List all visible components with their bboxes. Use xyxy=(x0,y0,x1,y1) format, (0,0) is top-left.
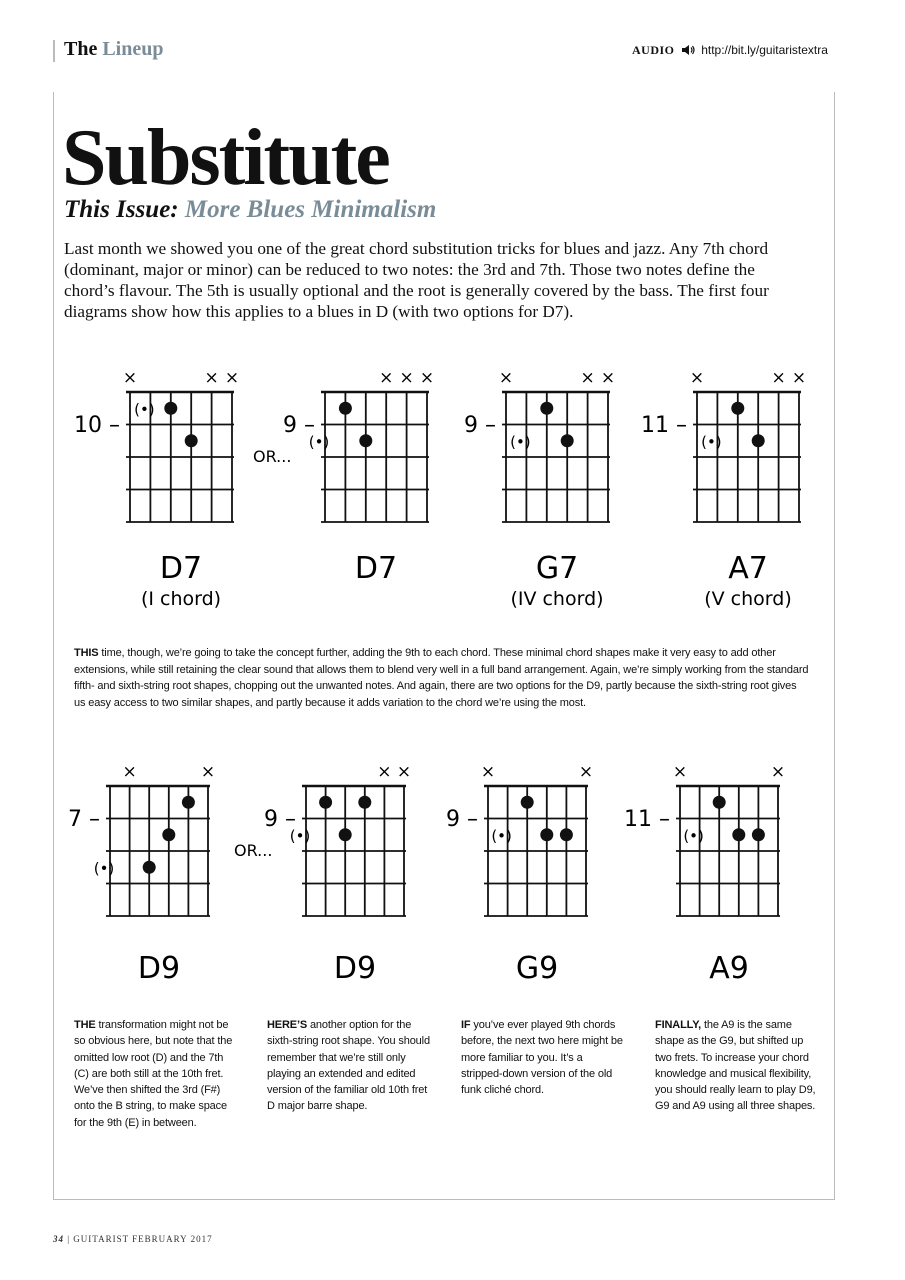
fret-position-label: 9 – xyxy=(283,413,315,438)
muted-string-mark: × xyxy=(379,368,394,388)
muted-string-mark: × xyxy=(771,368,786,388)
caption-column-4 xyxy=(655,1017,820,1115)
muted-string-mark: × xyxy=(689,368,705,388)
optional-root-mark: (•) xyxy=(491,826,512,845)
chord-role: (IV chord) xyxy=(510,588,604,610)
chord-name: D9 xyxy=(333,951,377,986)
muted-string-mark: × xyxy=(498,368,514,388)
fret-position-label: 10 – xyxy=(74,413,120,438)
finger-dot xyxy=(185,434,198,447)
finger-dot xyxy=(521,796,534,809)
chord-name: G7 xyxy=(535,551,579,586)
finger-dot xyxy=(561,434,574,447)
fret-position-label: 9 – xyxy=(446,807,478,832)
caption-text: another option for the sixth-string root shape. You should remember that we’re still only playing an extended and edited version of the familiar old 10th fret D major barre shape. xyxy=(267,1019,430,1113)
muted-string-mark: × xyxy=(399,368,414,388)
finger-dot xyxy=(540,828,553,841)
finger-dot xyxy=(339,402,352,415)
muted-string-mark: × xyxy=(200,762,216,782)
muted-string-mark: × xyxy=(396,762,412,782)
finger-dot xyxy=(182,796,195,809)
muted-string-mark: × xyxy=(578,762,594,782)
finger-dot xyxy=(358,796,371,809)
fret-position-label: 11 – xyxy=(641,413,687,438)
caption-lead: FINALLY, xyxy=(655,1019,702,1031)
caption-column-3 xyxy=(461,1017,626,1098)
muted-string-mark: × xyxy=(770,762,786,782)
optional-root-mark: (•) xyxy=(308,432,330,451)
fret-position-label: 9 – xyxy=(264,807,296,832)
caption-text: transformation might not be so obvious here, but note that the omitted low root (D) and the 7th (C) are both still at the 10th fret. We’ve then shifted the 3rd (F#) onto the B string, to make space for the 9th (E) in between. xyxy=(74,1019,233,1129)
chord-name: G9 xyxy=(515,951,559,986)
muted-string-mark: × xyxy=(122,368,138,388)
audio-url[interactable]: http://bit.ly/guitaristextra xyxy=(701,43,828,57)
finger-dot xyxy=(560,828,573,841)
body-text: time, though, we’re going to take the concept further, adding the 9th to each chord. These minimal chord shapes make it very easy to add other extensions, while still retaining the clear sound that allows them to blend very well in a full band arrangement. Again, we’re simply working from the standard fifth- and sixth-string root shapes, chopping out the unwanted notes. And again, there are two options for the D9, partly because the sixth-string root gives us easy access to two similar shapes, and partly because it adds variation to the chord we’re using the most. xyxy=(74,647,809,709)
optional-root-mark: (•) xyxy=(93,859,115,878)
footer-text: | GUITARIST FEBRUARY 2017 xyxy=(67,1234,213,1244)
finger-dot xyxy=(162,828,175,841)
fret-position-label: 7 – xyxy=(68,807,100,832)
caption-lead: THE xyxy=(74,1019,96,1031)
finger-dot xyxy=(731,402,744,415)
audio-label: AUDIO xyxy=(632,43,675,57)
finger-dot xyxy=(752,828,765,841)
page-number: 34 xyxy=(53,1234,64,1244)
chord-name: A7 xyxy=(728,551,768,586)
finger-dot xyxy=(359,434,372,447)
or-label: OR... xyxy=(253,447,292,466)
fret-position-label: 11 – xyxy=(624,807,670,832)
muted-string-mark: × xyxy=(204,368,219,388)
muted-string-mark: × xyxy=(419,368,435,388)
chord-name: D7 xyxy=(159,551,203,586)
muted-string-mark: × xyxy=(122,762,137,782)
caption-lead: HERE’S xyxy=(267,1019,308,1031)
caption-column-2 xyxy=(267,1017,432,1115)
optional-root-mark: (•) xyxy=(510,432,531,451)
page-footer xyxy=(53,1234,213,1244)
intro-paragraph: Last month we showed you one of the great chord substitution tricks for blues and jazz. Any 7th chord (dominant, major or minor) can be reduced to two notes: the 3rd and 7th. Those two notes define the chord’s flavour. The 5th is usually optional and the root is generally covered by the bass. The first four diagrams show how this applies to a blues in D (with two options for D7). xyxy=(64,239,769,321)
optional-root-mark: (•) xyxy=(683,826,704,845)
chord-name: D7 xyxy=(354,551,398,586)
optional-root-mark: (•) xyxy=(134,400,155,419)
subtitle-accent: More Blues Minimalism xyxy=(184,196,437,223)
finger-dot xyxy=(540,402,553,415)
subtitle-prefix: This Issue: xyxy=(64,196,179,223)
page-title: Substitute xyxy=(62,114,389,202)
muted-string-mark: × xyxy=(480,762,496,782)
finger-dot xyxy=(752,434,765,447)
muted-string-mark: × xyxy=(377,762,392,782)
chord-name: A9 xyxy=(709,951,749,986)
section-word: The xyxy=(64,38,98,60)
caption-text: the A9 is the same shape as the G9, but shifted up two frets. To increase your chord knowledge and musical flexibility, you should really learn to play D9, G9 and A9 using all three shapes. xyxy=(655,1019,816,1113)
finger-dot xyxy=(713,796,726,809)
caption-lead: IF xyxy=(461,1019,471,1031)
finger-dot xyxy=(339,828,352,841)
chord-name: D9 xyxy=(137,951,181,986)
body-lead: THIS xyxy=(74,647,99,659)
body-paragraph xyxy=(74,645,810,711)
finger-dot xyxy=(319,796,332,809)
muted-string-mark: × xyxy=(224,368,240,388)
chord-role: (I chord) xyxy=(140,588,222,610)
muted-string-mark: × xyxy=(672,762,688,782)
optional-root-mark: (•) xyxy=(289,826,311,845)
muted-string-mark: × xyxy=(600,368,616,388)
caption-column-1 xyxy=(74,1017,239,1131)
muted-string-mark: × xyxy=(791,368,807,388)
or-label: OR... xyxy=(234,841,273,860)
finger-dot xyxy=(732,828,745,841)
optional-root-mark: (•) xyxy=(701,432,722,451)
muted-string-mark: × xyxy=(580,368,595,388)
fret-position-label: 9 – xyxy=(464,413,496,438)
chord-role: (V chord) xyxy=(704,588,792,610)
finger-dot xyxy=(143,861,156,874)
finger-dot xyxy=(164,402,177,415)
caption-text: you’ve ever played 9th chords before, the next two here might be more familiar to you. It’s a stripped-down version of the old funk cliché chord. xyxy=(461,1019,623,1097)
section-accent: Lineup xyxy=(102,38,164,60)
